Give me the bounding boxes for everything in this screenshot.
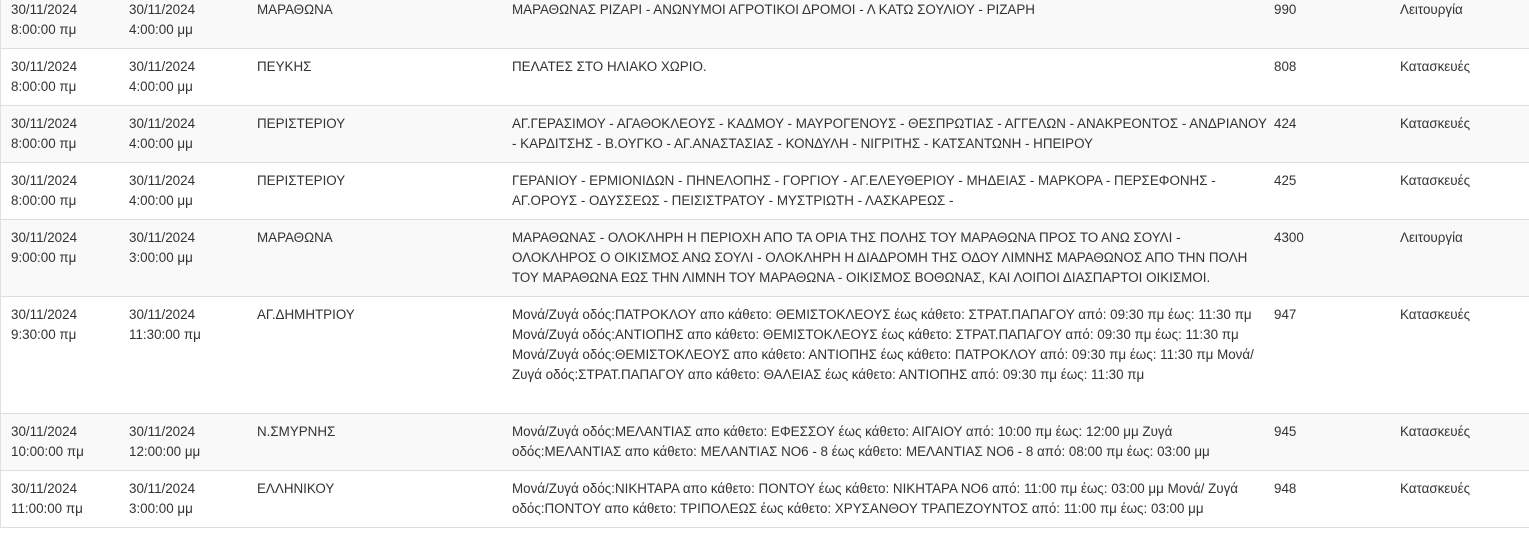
start-datetime-start-time: 10:00:00 πμ — [11, 444, 84, 459]
number-cell-number: 947 — [1274, 307, 1297, 322]
end-datetime — [129, 479, 257, 519]
start-datetime-start-time: 9:30:00 πμ — [11, 327, 77, 342]
area-cell-area: ΕΛΛΗΝΙΚΟΥ — [257, 481, 335, 496]
table-row — [0, 471, 1529, 528]
number-cell — [1274, 422, 1400, 462]
type-cell-type: Λειτουργία — [1400, 230, 1463, 245]
end-datetime-end-date: 30/11/2024 — [129, 481, 196, 496]
area-cell-area: ΠΕΡΙΣΤΕΡΙΟΥ — [257, 116, 346, 131]
start-datetime-start-time: 8:00:00 πμ — [11, 136, 77, 151]
description-cell — [512, 114, 1274, 154]
number-cell-number: 948 — [1274, 481, 1297, 496]
end-datetime-end-date: 30/11/2024 — [129, 230, 196, 245]
start-datetime-start-date: 30/11/2024 — [11, 424, 78, 439]
end-datetime-end-time: 3:00:00 μμ — [129, 250, 193, 265]
end-datetime-end-time: 4:00:00 μμ — [129, 193, 193, 208]
end-datetime-end-time: 3:00:00 μμ — [129, 501, 193, 516]
type-cell-type: Κατασκευές — [1400, 116, 1471, 131]
type-cell-type: Λειτουργία — [1400, 2, 1463, 17]
description-cell-description: ΑΓ.ΓΕΡΑΣΙΜΟΥ - ΑΓΑΘΟΚΛΕΟΥΣ - ΚΑΔΜΟΥ - ΜΑΥΡΟΓΕΝΟΥΣ - ΘΕΣΠΡΩΤΙΑΣ - ΑΓΓΕΛΩΝ - ΑΝΑΚΡΕΟΝΤΟΣ - ΑΝΔΡΙΑΝΟΥ - ΚΑΡΔΙΤΣΗΣ - Β.ΟΥΓΚΟ - ΑΓ.ΑΝΑΣΤΑΣΙΑΣ - ΚΟΝΔΥΛΗ - ΝΙΓΡΙΤΗΣ - ΚΑΤΣΑΝΤΩΝΗ - ΗΠΕΙΡΟΥ — [512, 116, 1267, 151]
end-datetime — [129, 422, 257, 462]
end-datetime — [129, 171, 257, 211]
end-datetime-end-date: 30/11/2024 — [129, 2, 196, 17]
table-row — [0, 49, 1529, 106]
end-datetime — [129, 114, 257, 154]
type-cell-type: Κατασκευές — [1400, 173, 1471, 188]
start-datetime-start-time: 8:00:00 πμ — [11, 193, 77, 208]
table-row — [0, 163, 1529, 220]
area-cell — [257, 228, 512, 288]
end-datetime-end-date: 30/11/2024 — [129, 59, 196, 74]
description-cell-description: ΠΕΛΑΤΕΣ ΣΤΟ ΗΛΙΑΚΟ ΧΩΡΙΟ. — [512, 59, 707, 74]
area-cell — [257, 171, 512, 211]
end-datetime-end-date: 30/11/2024 — [129, 307, 196, 322]
type-cell — [1400, 0, 1520, 40]
area-cell-area: ΑΓ.ΔΗΜΗΤΡΙΟΥ — [257, 307, 355, 322]
start-datetime-start-date: 30/11/2024 — [11, 116, 78, 131]
type-cell-type: Κατασκευές — [1400, 59, 1471, 74]
area-cell-area: ΠΕΡΙΣΤΕΡΙΟΥ — [257, 173, 346, 188]
number-cell — [1274, 114, 1400, 154]
description-cell — [512, 479, 1274, 519]
end-datetime-end-date: 30/11/2024 — [129, 173, 196, 188]
start-datetime — [1, 422, 129, 462]
end-datetime-end-date: 30/11/2024 — [129, 116, 196, 131]
number-cell-number: 424 — [1274, 116, 1297, 131]
start-datetime-start-time: 9:00:00 πμ — [11, 250, 77, 265]
end-datetime — [129, 305, 257, 405]
number-cell-number: 945 — [1274, 424, 1297, 439]
area-cell-area: ΠΕΥΚΗΣ — [257, 59, 312, 74]
description-cell-description: Μονά/Ζυγά οδός:ΠΑΤΡΟΚΛΟΥ απο κάθετο: ΘΕΜΙΣΤΟΚΛΕΟΥΣ έως κάθετο: ΣΤΡΑΤ.ΠΑΠΑΓΟΥ από: 09:30 πμ έως: 11:30 πμ Μονά/Ζυγά οδός:ΑΝΤΙΟΠΗΣ απο κάθετο: ΘΕΜΙΣΤΟΚΛΕΟΥΣ έως κάθετο: ΣΤΡΑΤ.ΠΑΠΑΓΟΥ από: 09:30 πμ έως: 11:30 πμ Μονά/Ζυγά οδός:ΘΕΜΙΣΤΟΚΛΕΟΥΣ απο κάθετο: ΑΝΤΙΟΠΗΣ έως κάθετο: ΠΑΤΡΟΚΛΟΥ από: 09:30 πμ έως: 11:30 πμ Μονά/Ζυγά οδός:ΣΤΡΑΤ.ΠΑΠΑΓΟΥ απο κάθετο: ΘΑΛΕΙΑΣ έως κάθετο: ΑΝΤΙΟΠΗΣ από: 09:30 πμ έως: 11:30 πμ — [512, 307, 1254, 382]
start-datetime-start-date: 30/11/2024 — [11, 59, 78, 74]
number-cell — [1274, 171, 1400, 211]
start-datetime-start-date: 30/11/2024 — [11, 173, 78, 188]
end-datetime — [129, 57, 257, 97]
area-cell — [257, 305, 512, 405]
end-datetime-end-time: 12:00:00 μμ — [129, 444, 201, 459]
area-cell-area: ΜΑΡΑΘΩΝΑ — [257, 2, 333, 17]
area-cell — [257, 422, 512, 462]
type-cell — [1400, 422, 1520, 462]
start-datetime — [1, 479, 129, 519]
table-row — [0, 414, 1529, 471]
area-cell — [257, 114, 512, 154]
start-datetime — [1, 228, 129, 288]
description-cell — [512, 0, 1274, 40]
table-row — [0, 0, 1529, 49]
number-cell-number: 808 — [1274, 59, 1297, 74]
start-datetime — [1, 171, 129, 211]
description-cell — [512, 422, 1274, 462]
start-datetime-start-date: 30/11/2024 — [11, 481, 78, 496]
area-cell-area: Ν.ΣΜΥΡΝΗΣ — [257, 424, 336, 439]
area-cell-area: ΜΑΡΑΘΩΝΑ — [257, 230, 333, 245]
end-datetime-end-time: 4:00:00 μμ — [129, 79, 193, 94]
type-cell — [1400, 479, 1520, 519]
description-cell — [512, 305, 1274, 405]
type-cell — [1400, 228, 1520, 288]
start-datetime-start-date: 30/11/2024 — [11, 2, 78, 17]
number-cell — [1274, 479, 1400, 519]
end-datetime — [129, 228, 257, 288]
description-cell-description: ΜΑΡΑΘΩΝΑΣ - ΟΛΟΚΛΗΡΗ Η ΠΕΡΙΟΧΗ ΑΠΟ ΤΑ ΟΡΙΑ ΤΗΣ ΠΟΛΗΣ ΤΟΥ ΜΑΡΑΘΩΝΑ ΠΡΟΣ ΤΟ ΑΝΩ ΣΟΥΛΙ - ΟΛΟΚΛΗΡΟΣ Ο ΟΙΚΙΣΜΟΣ ΑΝΩ ΣΟΥΛΙ - ΟΛΟΚΛΗΡΗ Η ΔΙΑΔΡΟΜΗ ΤΗΣ ΟΔΟΥ ΛΙΜΝΗΣ ΜΑΡΑΘΩΝΟΣ ΑΠΟ ΤΗΝ ΠΟΛΗ ΤΟΥ ΜΑΡΑΘΩΝΑ ΕΩΣ ΤΗΝ ΛΙΜΝΗ ΤΟΥ ΜΑΡΑΘΩΝΑ - ΟΙΚΙΣΜΟΣ ΒΟΘΩΝΑΣ, ΚΑΙ ΛΟΙΠΟΙ ΔΙΑΣΠΑΡΤΟΙ ΟΙΚΙΣΜΟΙ. — [512, 230, 1248, 285]
start-datetime — [1, 114, 129, 154]
number-cell — [1274, 305, 1400, 405]
start-datetime — [1, 305, 129, 405]
description-cell — [512, 171, 1274, 211]
number-cell — [1274, 0, 1400, 40]
start-datetime-start-time: 8:00:00 πμ — [11, 22, 77, 37]
number-cell — [1274, 228, 1400, 288]
description-cell-description: ΜΑΡΑΘΩΝΑΣ ΡΙΖΑΡΙ - ΑΝΩΝΥΜΟΙ ΑΓΡΟΤΙΚΟΙ ΔΡΟΜΟΙ - Λ ΚΑΤΩ ΣΟΥΛΙΟΥ - ΡΙΖΑΡΗ — [512, 2, 1035, 17]
number-cell-number: 4300 — [1274, 230, 1304, 245]
description-cell — [512, 228, 1274, 288]
area-cell — [257, 0, 512, 40]
table-row — [0, 297, 1529, 414]
description-cell-description: Μονά/Ζυγά οδός:ΝΙΚΗΤΑΡΑ απο κάθετο: ΠΟΝΤΟΥ έως κάθετο: ΝΙΚΗΤΑΡΑ ΝΟ6 από: 11:00 πμ έως: 03:00 μμ Μονά/ Ζυγά οδός:ΠΟΝΤΟΥ απο κάθετο: ΤΡΙΠΟΛΕΩΣ έως κάθετο: ΧΡΥΣΑΝΘΟΥ ΤΡΑΠΕΖΟΥΝΤΟΣ από: 11:00 πμ έως: 03:00 μμ — [512, 481, 1239, 516]
start-datetime-start-time: 11:00:00 πμ — [11, 501, 83, 516]
table-row — [0, 220, 1529, 297]
start-datetime — [1, 57, 129, 97]
area-cell — [257, 57, 512, 97]
start-datetime-start-time: 8:00:00 πμ — [11, 79, 77, 94]
number-cell — [1274, 57, 1400, 97]
end-datetime — [129, 0, 257, 40]
description-cell-description: Μονά/Ζυγά οδός:ΜΕΛΑΝΤΙΑΣ απο κάθετο: ΕΦΕΣΣΟΥ έως κάθετο: ΑΙΓΑΙΟΥ από: 10:00 πμ έως: 12:00 μμ Ζυγά οδός:ΜΕΛΑΝΤΙΑΣ απο κάθετο: ΜΕΛΑΝΤΙΑΣ ΝΟ6 - 8 έως κάθετο: ΜΕΛΑΝΤΙΑΣ ΝΟ6 - 8 από: 08:00 πμ έως: 03:00 μμ — [512, 424, 1210, 459]
description-cell-description: ΓΕΡΑΝΙΟΥ - ΕΡΜΙΟΝΙΔΩΝ - ΠΗΝΕΛΟΠΗΣ - ΓΟΡΓΙΟΥ - ΑΓ.ΕΛΕΥΘΕΡΙΟΥ - ΜΗΔΕΙΑΣ - ΜΑΡΚΟΡΑ - ΠΕΡΣΕΦΟΝΗΣ - ΑΓ.ΟΡΟΥΣ - ΟΔΥΣΣΕΩΣ - ΠΕΙΣΙΣΤΡΑΤΟΥ - ΜΥΣΤΡΙΩΤΗ - ΛΑΣΚΑΡΕΩΣ - — [512, 173, 1216, 208]
type-cell — [1400, 57, 1520, 97]
type-cell — [1400, 305, 1520, 405]
end-datetime-end-date: 30/11/2024 — [129, 424, 196, 439]
end-datetime-end-time: 11:30:00 πμ — [129, 327, 201, 342]
type-cell — [1400, 114, 1520, 154]
type-cell — [1400, 171, 1520, 211]
start-datetime — [1, 0, 129, 40]
start-datetime-start-date: 30/11/2024 — [11, 230, 78, 245]
type-cell-type: Κατασκευές — [1400, 424, 1471, 439]
table-row — [0, 106, 1529, 163]
number-cell-number: 425 — [1274, 173, 1297, 188]
end-datetime-end-time: 4:00:00 μμ — [129, 136, 193, 151]
end-datetime-end-time: 4:00:00 μμ — [129, 22, 193, 37]
area-cell — [257, 479, 512, 519]
start-datetime-start-date: 30/11/2024 — [11, 307, 78, 322]
type-cell-type: Κατασκευές — [1400, 307, 1471, 322]
type-cell-type: Κατασκευές — [1400, 481, 1471, 496]
number-cell-number: 990 — [1274, 2, 1297, 17]
description-cell — [512, 57, 1274, 97]
